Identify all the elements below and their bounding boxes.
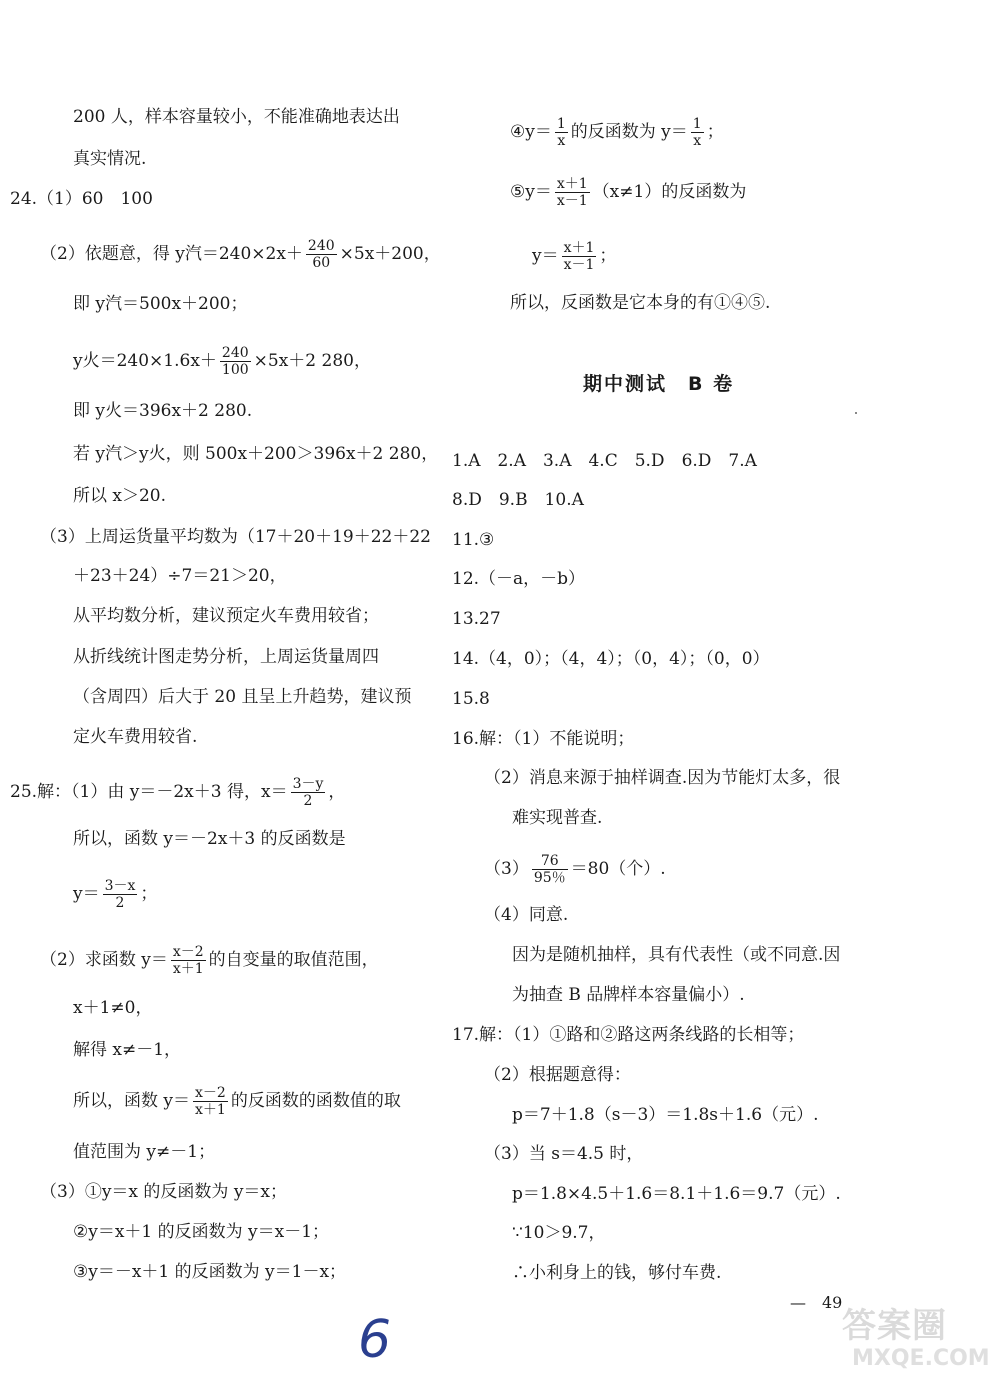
text-segment: 25.解：（1）由 y＝－2x＋3 得，x＝: [10, 782, 288, 802]
text-line: ③y＝－x＋1 的反函数为 y＝1－x；: [73, 1262, 347, 1282]
numerator: 240: [221, 345, 249, 361]
text-segment: ④y＝: [510, 122, 552, 142]
text-line: （含周四）后大于 20 且呈上升趋势，建议预: [73, 687, 412, 707]
text-segment: ；: [140, 884, 158, 904]
fraction: [291, 776, 326, 809]
answer-line: 15.8: [452, 689, 490, 709]
answer-line: p＝1.8×4.5＋1.6＝8.1＋1.6＝9.7（元）.: [512, 1184, 841, 1204]
text-segment: ，: [328, 782, 346, 802]
numerator: x－2: [195, 1085, 226, 1101]
answer-line: [484, 853, 666, 886]
answer-line: 11.③: [452, 530, 495, 550]
text-line: ②y＝x＋1 的反函数为 y＝x－1；: [73, 1222, 330, 1242]
text-line: [40, 944, 379, 977]
text-segment: 的反函数为 y＝: [570, 122, 688, 142]
answer-line: （2）根据题意得：: [484, 1065, 631, 1085]
text-line: [510, 176, 747, 209]
answer-line: 13.27: [452, 609, 501, 629]
text-line: 定火车费用较省.: [73, 727, 198, 747]
handwritten-mark: 6: [358, 1310, 392, 1370]
fraction: [691, 116, 704, 149]
section-title: 期中测试 B 卷: [583, 373, 735, 395]
text-line: 从折线统计图走势分析，上周运货量周四: [73, 647, 379, 667]
text-segment: （2）求函数 y＝: [40, 950, 168, 970]
answer-line: p＝7＋1.8（s－3）＝1.8s＋1.6（元）.: [512, 1105, 819, 1125]
text-segment: （2）依题意，得 y汽＝240×2x＋: [40, 244, 303, 264]
answer-line: （4）同意.: [484, 905, 569, 925]
denominator: x＋1: [195, 1102, 226, 1118]
text-line: 所以，反函数是它本身的有①④⑤.: [510, 293, 771, 313]
denominator: 60: [306, 254, 337, 271]
denominator: x: [691, 132, 704, 149]
text-line: [73, 878, 158, 911]
question-24-line: 24.（1）60 100: [10, 189, 153, 209]
denominator: 2: [291, 792, 326, 809]
text-line: 若 y汽＞y火，则 500x＋200＞396x＋2 280，: [73, 444, 439, 464]
text-segment: ＝80（个）.: [570, 859, 666, 879]
numerator: 1: [692, 116, 702, 132]
answer-line: 1.A 2.A 3.A 4.C 5.D 6.D 7.A: [452, 451, 757, 471]
numerator: 3－y: [292, 776, 324, 792]
text-segment: （3）: [484, 859, 529, 879]
answer-line: （3）当 s＝4.5 时，: [484, 1144, 644, 1164]
text-line: （3）①y＝x 的反函数为 y＝x；: [40, 1182, 288, 1202]
watermark-logo: 答案圈: [842, 1306, 947, 1346]
text-line: [510, 116, 724, 149]
answer-line: 12.（－a，－b）: [452, 569, 586, 589]
text-segment: y火＝240×1.6x＋: [73, 351, 217, 371]
text-line: 即 y汽＝500x＋200；: [73, 294, 248, 314]
denominator: x－1: [563, 257, 595, 273]
numerator: x＋1: [563, 240, 595, 256]
text-line: 所以 x＞20.: [73, 486, 167, 506]
text-segment: ；: [706, 122, 724, 142]
text-line: [532, 240, 617, 273]
denominator: 95％: [533, 870, 566, 886]
text-segment: 的自变量的取值范围，: [208, 950, 379, 970]
page-number: — 49: [790, 1293, 843, 1312]
answer-line: 16.解：（1）不能说明；: [452, 729, 635, 749]
text-line: ＋23＋24）÷7＝21＞20，: [73, 566, 287, 586]
answer-line: 8.D 9.B 10.A: [452, 490, 584, 510]
fraction: [103, 878, 138, 911]
watermark-url: MXQE.COM: [852, 1346, 990, 1371]
text-line: （3）上周运货量平均数为（17＋20＋19＋22＋22: [40, 527, 431, 547]
text-line: [73, 1085, 401, 1118]
text-segment: ×5x＋200，: [339, 244, 441, 264]
text-segment: （x≠1）的反函数为: [592, 182, 747, 202]
denominator: x＋1: [172, 961, 204, 977]
answer-line: 14.（4，0）；（4，4）；（0，4）；（0，0）: [452, 649, 770, 669]
fraction: [532, 853, 568, 886]
text-line: 200 人，样本容量较小，不能准确地表达出: [73, 107, 400, 127]
watermark: [842, 1298, 992, 1378]
text-line: [40, 238, 441, 271]
answer-line: （2）消息来源于抽样调查.因为节能灯太多，很: [484, 768, 841, 788]
answer-line: 难实现普查.: [512, 808, 603, 828]
text-line: 所以，函数 y＝－2x＋3 的反函数是: [73, 829, 346, 849]
scan-speck: [855, 412, 857, 414]
denominator: x－1: [556, 193, 588, 209]
answer-line: ∴小利身上的钱，够付车费.: [512, 1263, 722, 1283]
denominator: 100: [221, 362, 249, 378]
fraction: [306, 238, 337, 271]
text-line: 真实情况.: [73, 149, 147, 169]
numerator: 76: [540, 853, 559, 869]
numerator: x＋1: [556, 176, 588, 192]
numerator: x－2: [172, 944, 204, 960]
text-segment: y＝: [73, 884, 100, 904]
text-segment: ；: [599, 246, 617, 266]
answer-line: 17.解：（1）①路和②路这两条线路的长相等；: [452, 1025, 805, 1045]
numerator: 1: [556, 116, 566, 132]
fraction: [220, 345, 251, 378]
text-segment: ⑤y＝: [510, 182, 552, 202]
answer-line: 因为是随机抽样，具有代表性（或不同意.因: [512, 945, 841, 965]
text-line: 解得 x≠－1，: [73, 1040, 182, 1060]
numerator: 3－x: [104, 878, 136, 894]
denominator: 2: [103, 894, 138, 911]
text-line: x＋1≠0，: [73, 998, 153, 1018]
fraction: [555, 116, 568, 149]
answer-line: ∵10＞9.7，: [512, 1223, 606, 1243]
fraction: [555, 176, 590, 209]
text-line: 值范围为 y≠－1；: [73, 1142, 216, 1162]
question-25-line: [10, 776, 346, 809]
text-segment: 所以，函数 y＝: [73, 1091, 191, 1111]
fraction: [193, 1085, 228, 1118]
numerator: 240: [307, 238, 335, 254]
fraction: [171, 944, 206, 977]
answer-line: 为抽查 B 品牌样本容量偏小）.: [512, 985, 745, 1005]
denominator: x: [555, 132, 568, 149]
text-line: 即 y火＝396x＋2 280.: [73, 401, 253, 421]
text-line: [73, 345, 371, 378]
text-segment: 的反函数的函数值的取: [230, 1091, 401, 1111]
text-segment: ×5x＋2 280，: [253, 351, 371, 371]
text-segment: y＝: [532, 246, 559, 266]
fraction: [562, 240, 597, 273]
text-line: 从平均数分析，建议预定火车费用较省；: [73, 606, 379, 626]
